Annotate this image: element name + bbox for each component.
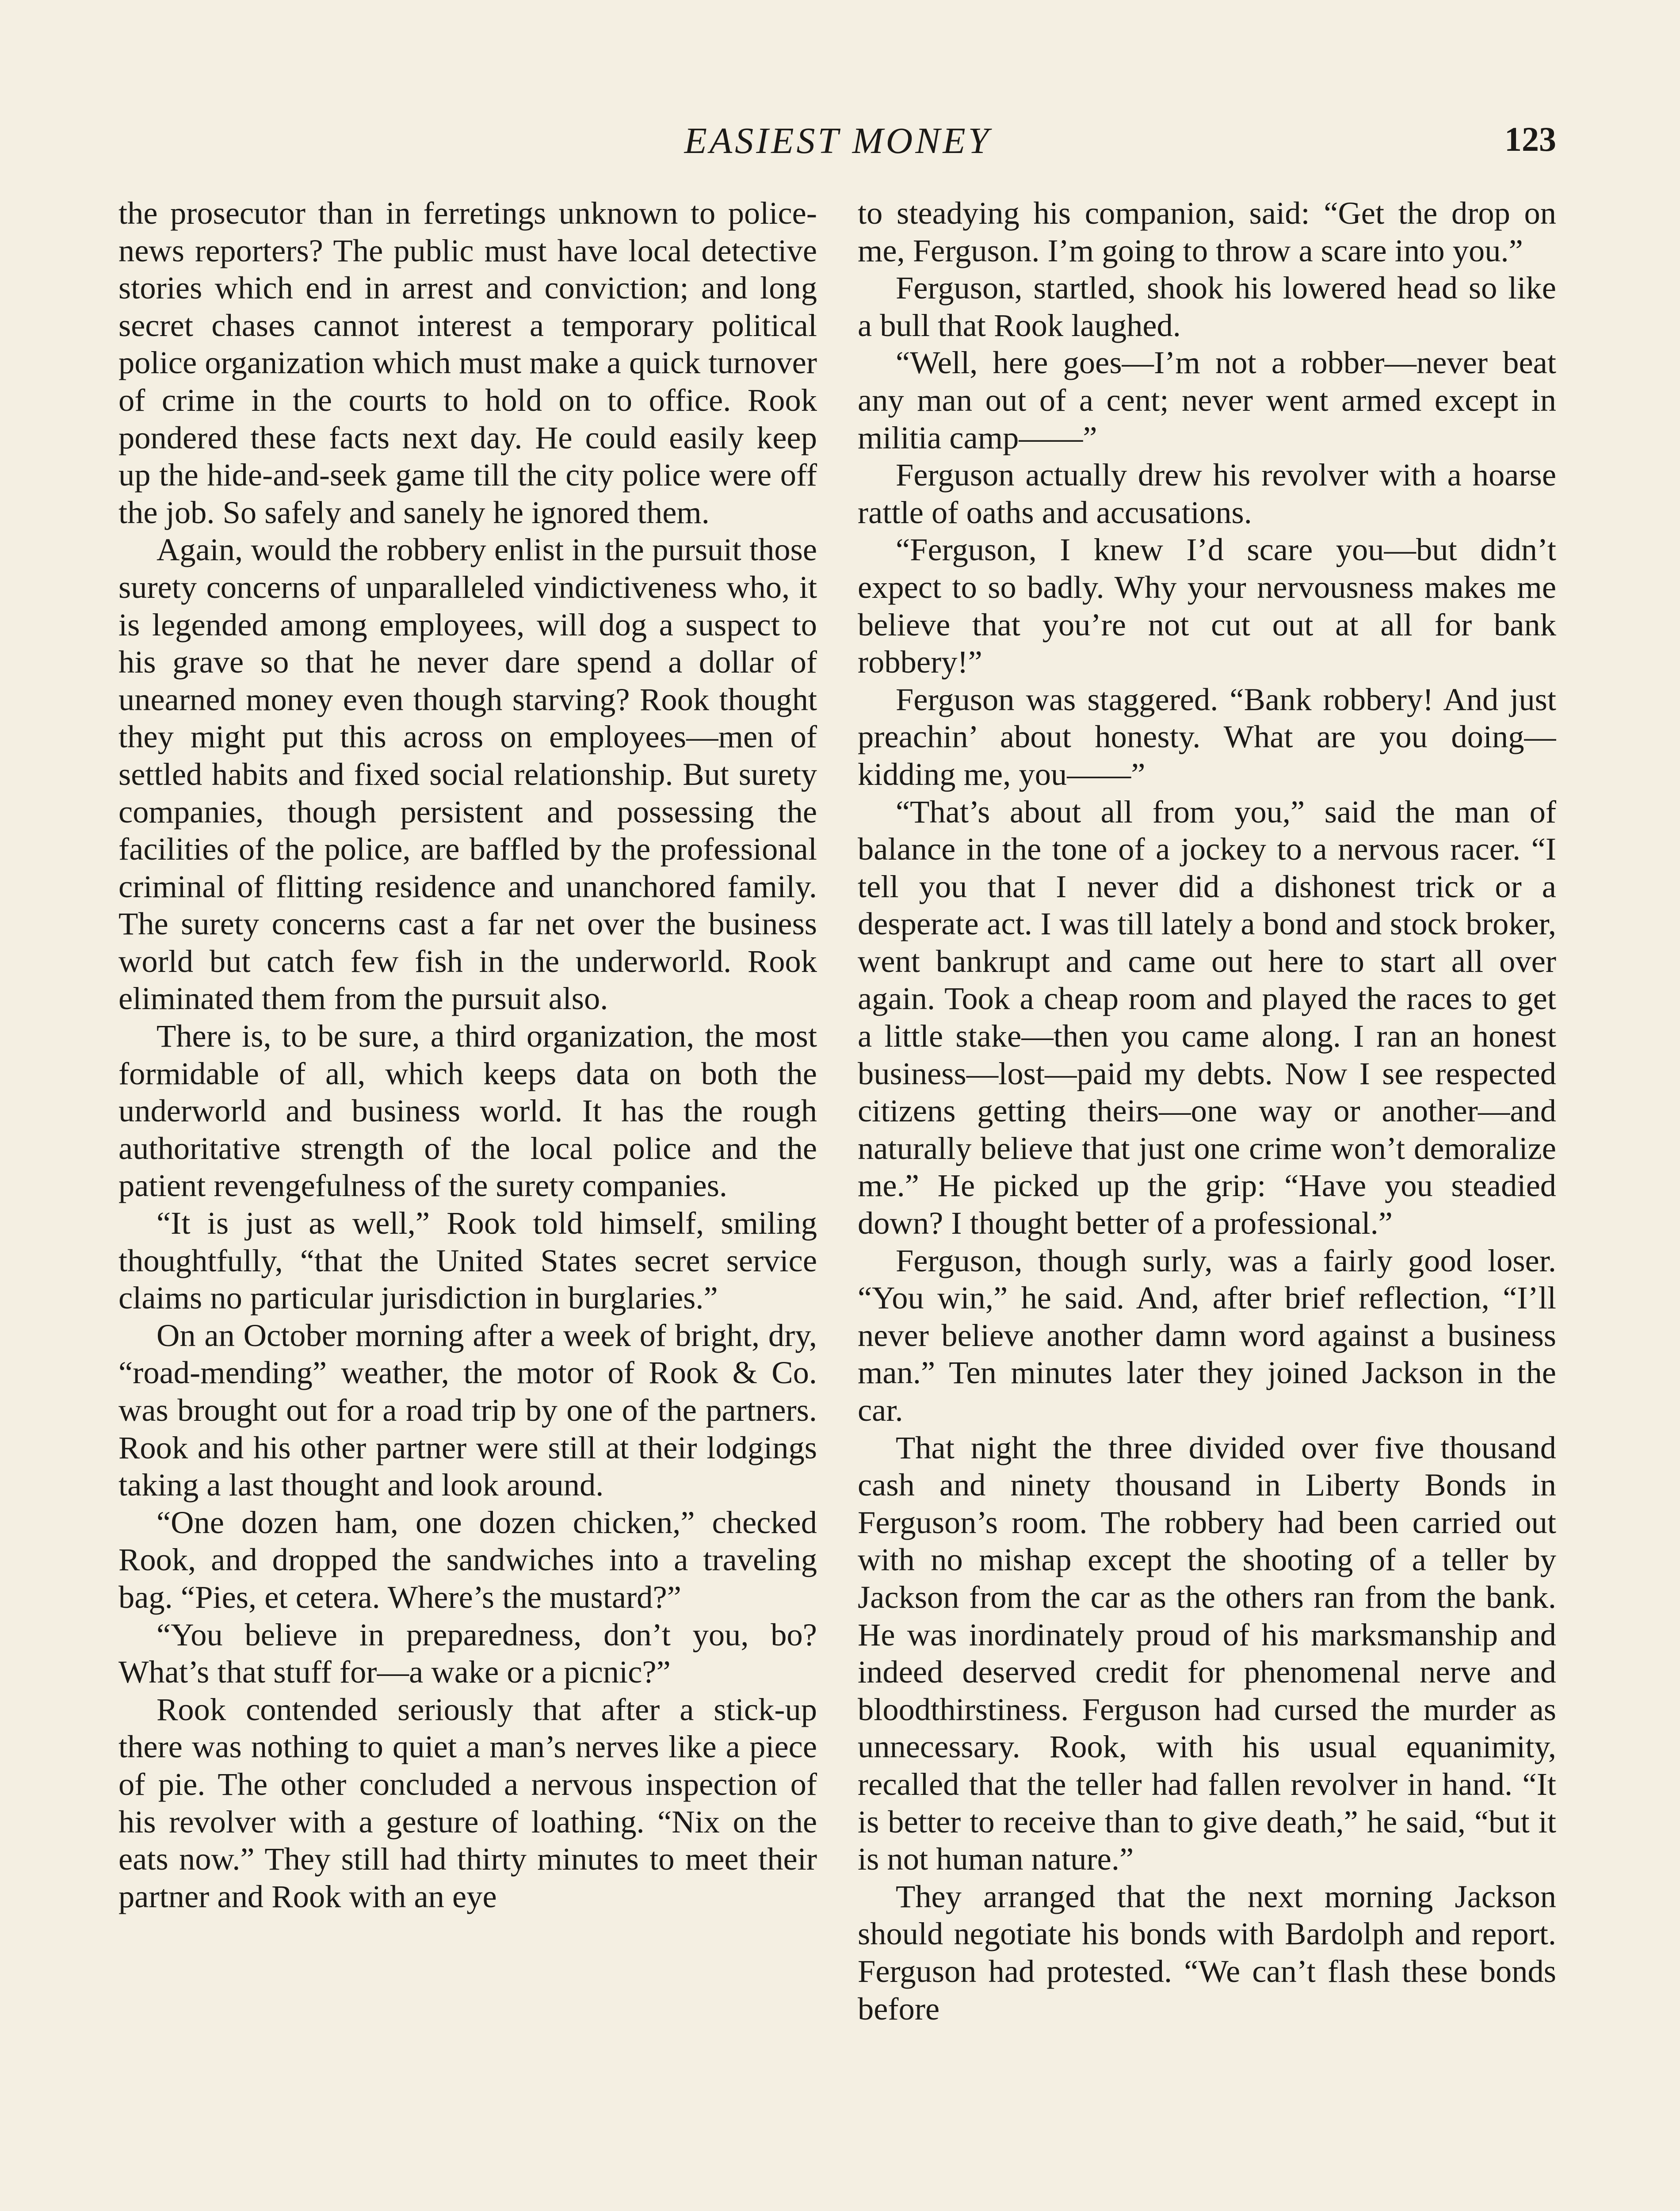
paragraph: “It is just as well,” Rook told himself, smiling thoughtfully, “that the United States secret service claims no particular jurisdiction in burglaries.” — [118, 1205, 817, 1316]
paragraph: the prosecutor than in ferretings unknown to police-news reporters? The public must have local detective stories which end in arrest and conviction; and long secret chases cannot interest a temporary political police organization which must make a quick turnover of crime in the courts to hold on to office. Rook pondered these facts next day. He could easily keep up the hide-and-seek game till the city police were off the job. So safely and sanely he ignored them. — [118, 195, 817, 530]
paragraph: “Ferguson, I knew I’d scare you—but didn’t expect to so badly. Why your nervousness makes me believe that you’re not cut out at all for bank robbery!” — [858, 532, 1556, 680]
paragraph: They arranged that the next morning Jackson should negotiate his bonds with Bardolph and report. Ferguson had protested. “We can’t flash these bonds before — [858, 1878, 1556, 2027]
paragraph: “One dozen ham, one dozen chicken,” checked Rook, and dropped the sandwiches into a traveling bag. “Pies, et cetera. Where’s the mustard?” — [118, 1504, 817, 1615]
paragraph: On an October morning after a week of bright, dry, “road-mending” weather, the motor of Rook & Co. was brought out for a road trip by one of the partners. Rook and his other partner were still at their lodgings taking a last thought and look around. — [118, 1317, 817, 1503]
paragraph: Ferguson actually drew his revolver with a hoarse rattle of oaths and accusations. — [858, 457, 1556, 530]
paragraph: Ferguson, startled, shook his lowered head so like a bull that Rook laughed. — [858, 270, 1556, 343]
paragraph: Again, would the robbery enlist in the pursuit those surety concerns of unparalleled vindictiveness who, it is legended among employees, will dog a suspect to his grave so that he never dare spend a dollar of unearned money even though starving? Rook thought they might put this across on employees—men of settled habits and fixed social relationship. But surety companies, though persistent and possessing the facilities of the police, are baffled by the professional criminal of flitting residence and unanchored family. The surety concerns cast a far net over the business world but catch few fish in the underworld. Rook eliminated them from the pursuit also. — [118, 532, 817, 1017]
paragraph: Ferguson, though surly, was a fairly good loser. “You win,” he said. And, after brief reflection, “I’ll never believe another damn word against a business man.” Ten minutes later they joined Jackson in the car. — [858, 1242, 1556, 1428]
paragraph: “Well, here goes—I’m not a robber—never beat any man out of a cent; never went armed except in militia camp——” — [858, 344, 1556, 455]
paragraph: Rook contended seriously that after a stick-up there was nothing to quiet a man’s nerves like a piece of pie. The other concluded a nervous inspection of his revolver with a gesture of loathing. “Nix on the eats now.” They still had thirty minutes to meet their partner and Rook with an eye — [118, 1691, 817, 1914]
paragraph: There is, to be sure, a third organization, the most formidable of all, which keeps data on both the underworld and business world. It has the rough authoritative strength of the local police and the patient revengefulness of the surety companies. — [118, 1018, 817, 1204]
right-column — [858, 195, 1556, 2211]
running-title: EASIEST MONEY — [684, 120, 992, 161]
paragraph: “That’s about all from you,” said the man of balance in the tone of a jockey to a nervous racer. “I tell you that I never did a dishonest trick or a desperate act. I was till lately a bond and stock broker, went bankrupt and came out here to start all over again. Took a cheap room and played the races to get a little stake—then you came along. I ran an honest business—lost—paid my debts. Now I see respected citizens getting theirs—one way or another—and naturally believe that just one crime won’t demoralize me.” He picked up the grip: “Have you steadied down? I thought better of a professional.” — [858, 793, 1556, 1241]
paragraph: “You believe in preparedness, don’t you, bo? What’s that stuff for—a wake or a picnic?” — [118, 1616, 817, 1690]
paragraph: Ferguson was staggered. “Bank robbery! And just preachin’ about honesty. What are you doing—kidding me, you——” — [858, 681, 1556, 792]
page-number: 123 — [1504, 120, 1556, 158]
running-header — [119, 119, 1556, 168]
paragraph: to steadying his companion, said: “Get the drop on me, Ferguson. I’m going to throw a scare into you.” — [858, 195, 1556, 268]
paragraph: That night the three divided over five thousand cash and ninety thousand in Liberty Bonds in Ferguson’s room. The robbery had been carried out with no mishap except the shooting of a teller by Jackson from the car as the others ran from the bank. He was inordinately proud of his marksmanship and indeed deserved credit for phenomenal nerve and bloodthirstiness. Ferguson had cursed the murder as unnecessary. Rook, with his usual equanimity, recalled that the teller had fallen revolver in hand. “It is better to receive than to give death,” he said, “but it is not human nature.” — [858, 1429, 1556, 1877]
left-column — [118, 195, 817, 2211]
